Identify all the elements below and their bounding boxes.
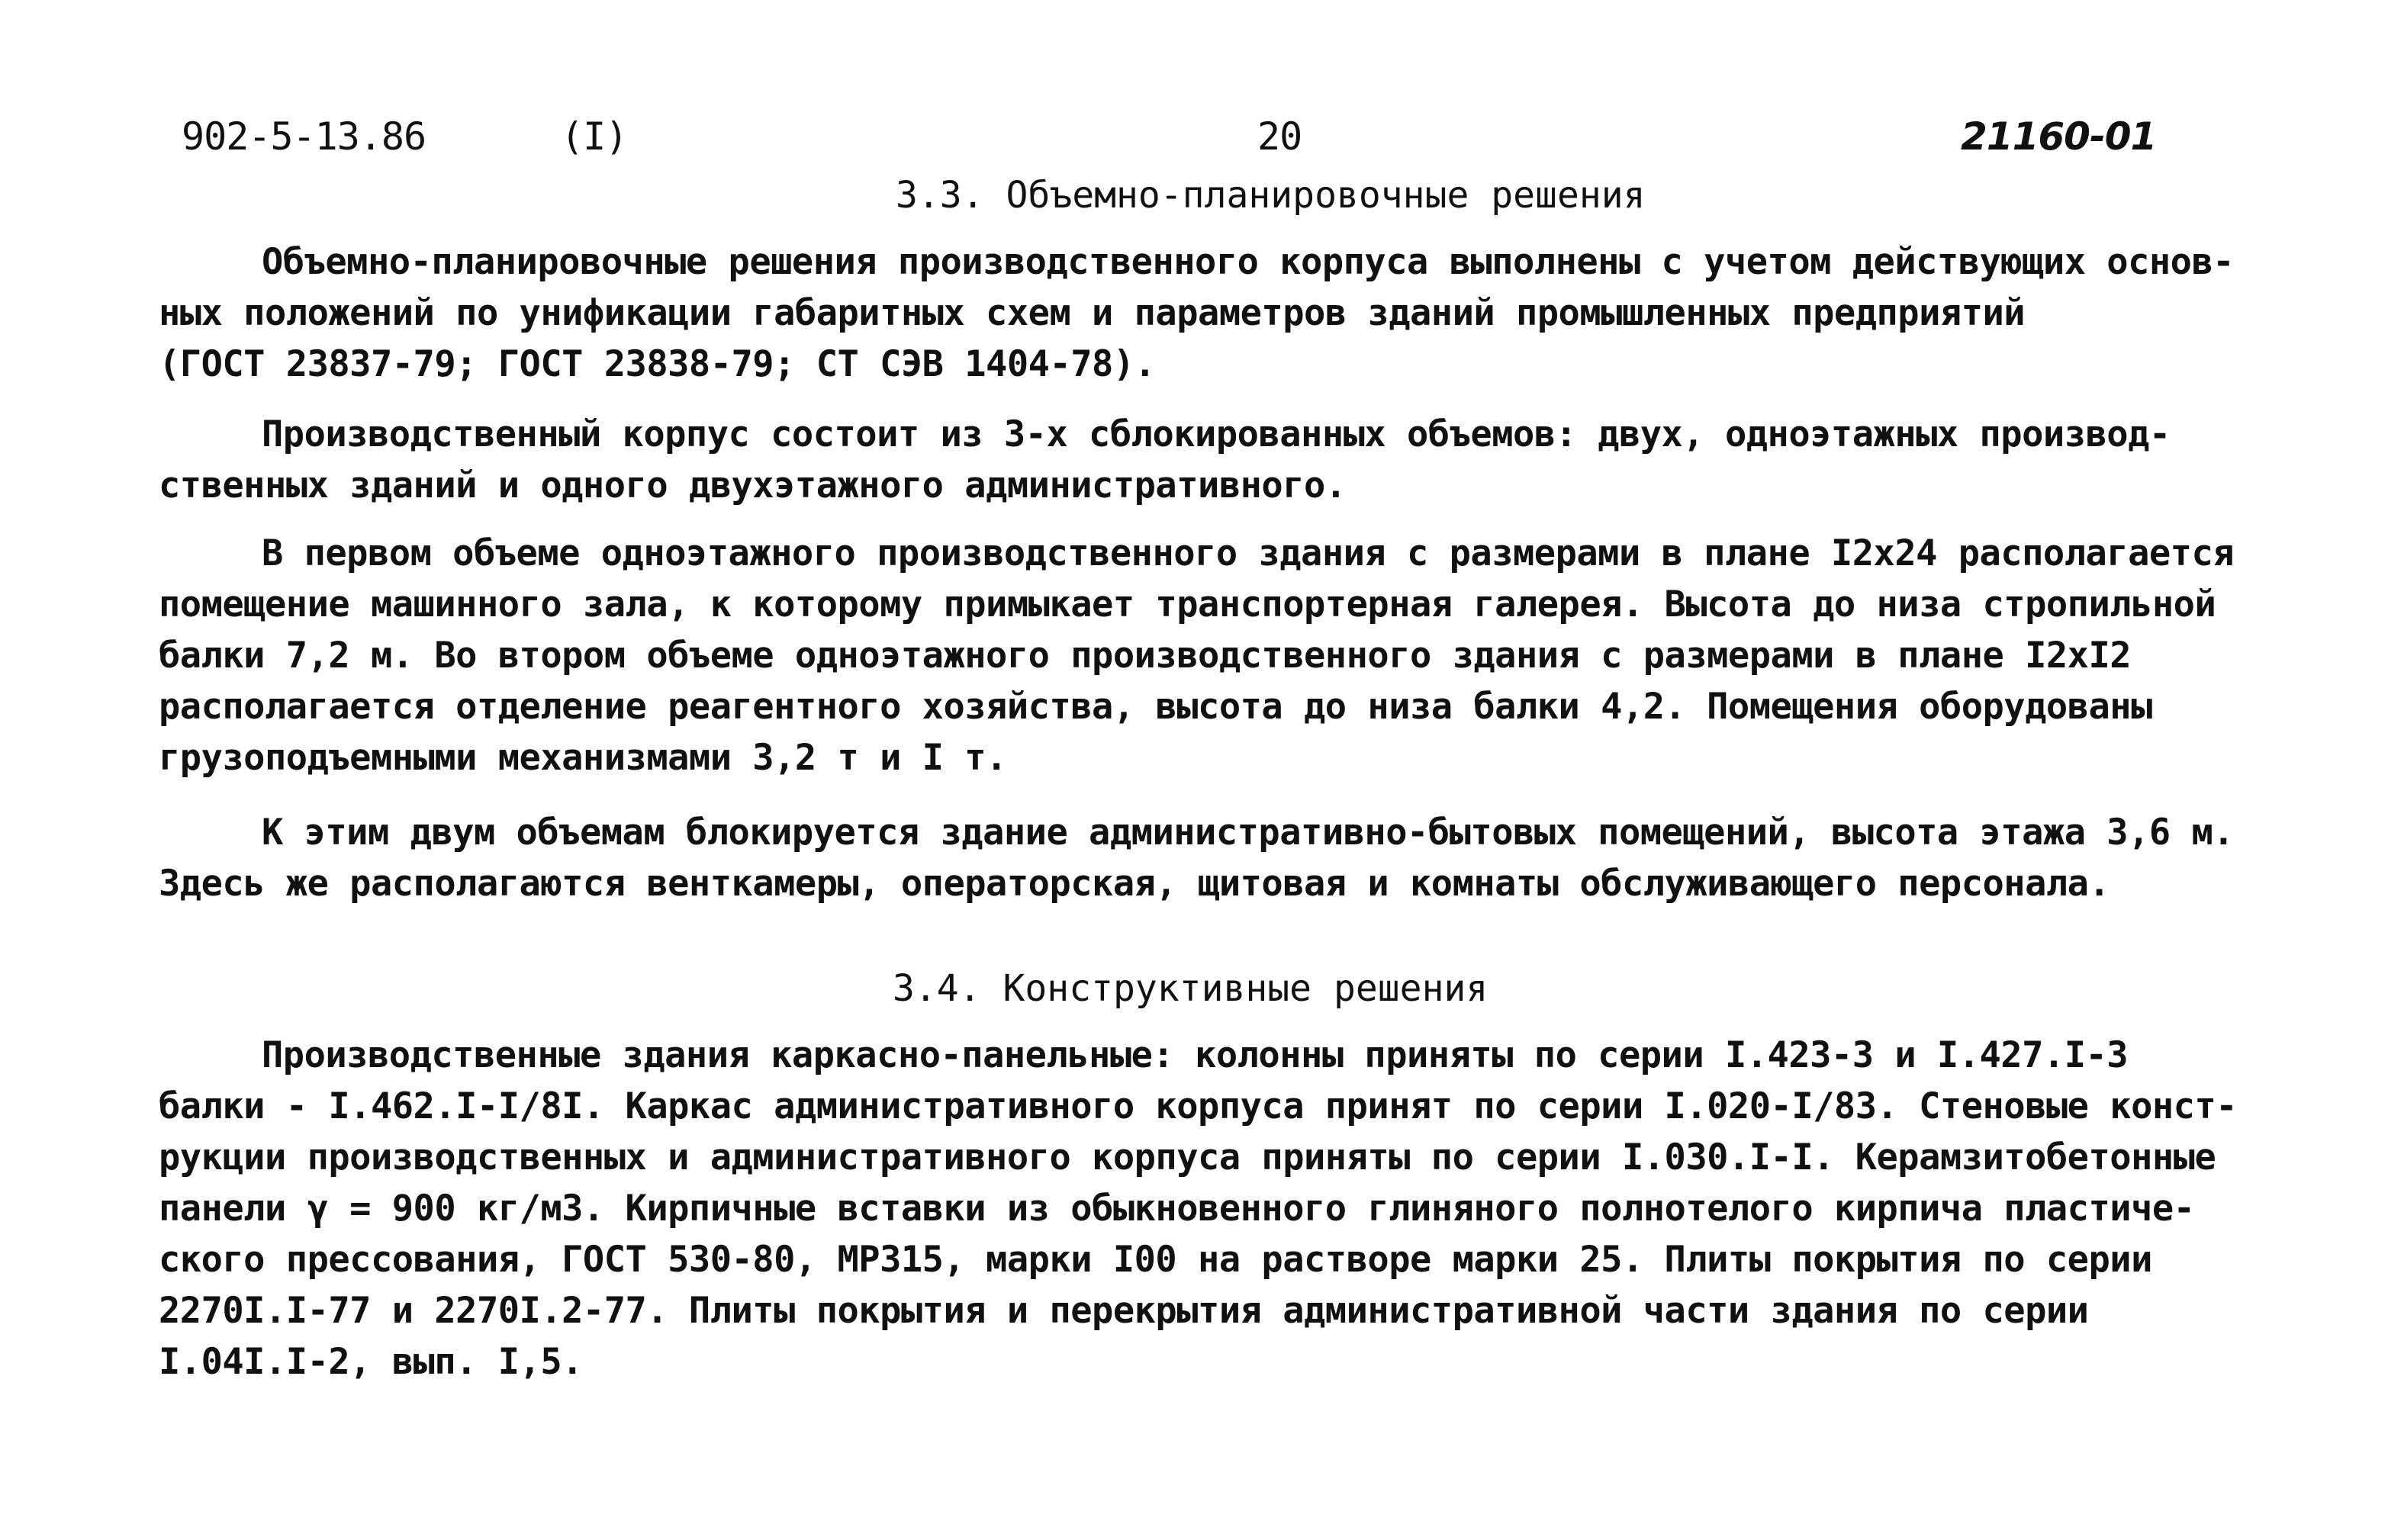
- text-line: располагается отделение реагентного хозяйства, высота до низа балки 4,2. Помещения оборудованы: [159, 686, 2152, 728]
- paragraph-volumes: [159, 409, 2234, 511]
- text-line: I.04I.I-2, вып. I,5.: [159, 1341, 583, 1383]
- section-heading-3-3: 3.3. Объемно-планировочные решения: [896, 174, 1646, 217]
- doc-code: 902-5-13.86: [182, 114, 426, 159]
- text-line: рукции производственных и административного корпуса приняты по серии I.030.I-I. Керамзитобетонные: [159, 1137, 2216, 1178]
- section-heading-3-4: 3.4. Конструктивные решения: [893, 967, 1488, 1010]
- paragraph-admin-building: [159, 807, 2234, 909]
- text-line: Объемно-планировочные решения производственного корпуса выполнены с учетом действующих основ-: [262, 241, 2235, 283]
- text-line: (ГОСТ 23837-79; ГОСТ 23838-79; СТ СЭВ 1404-78).: [159, 343, 1156, 385]
- paragraph-unification: [159, 236, 2234, 390]
- inventory-number: 21160-01: [1961, 114, 2157, 159]
- text-line: панели γ = 900 кг/м3. Кирпичные вставки из обыкновенного глиняного полнотелого кирпича пластиче-: [159, 1188, 2195, 1230]
- text-line: Производственный корпус состоит из 3-х сблокированных объемов: двух, одноэтажных производ-: [262, 413, 2171, 455]
- text-line: ственных зданий и одного двухэтажного административного.: [159, 465, 1347, 506]
- text-line: помещение машинного зала, к которому примыкает транспортерная галерея. Высота до низа стропильной: [159, 584, 2216, 625]
- text-line: Здесь же располагаются венткамеры, операторская, щитовая и комнаты обслуживающего персонала.: [159, 863, 2110, 905]
- text-line: К этим двум объемам блокируется здание административно-бытовых помещений, высота этажа 3,6 м.: [262, 812, 2235, 854]
- doc-part: (I): [561, 114, 628, 159]
- text-line: балки 7,2 м. Во втором объеме одноэтажного производственного здания с размерами в плане I2xI2: [159, 635, 2132, 677]
- text-line: В первом объеме одноэтажного производственного здания с размерами в плане I2x24 располагается: [262, 532, 2235, 574]
- text-line: ского прессования, ГОСТ 530-80, МРЗ15, марки I00 на растворе марки 25. Плиты покрытия по серии: [159, 1239, 2152, 1281]
- page-number: 20: [1257, 114, 1302, 159]
- text-line: ных положений по унификации габаритных схем и параметров зданий промышленных предприятий: [159, 292, 2026, 334]
- paragraph-structural: [159, 1030, 2238, 1387]
- paragraph-first-volume: [159, 528, 2234, 783]
- text-line: балки - I.462.I-I/8I. Каркас административного корпуса принят по серии I.020-I/83. Стеновые конст-: [159, 1085, 2238, 1127]
- text-line: грузоподъемными механизмами 3,2 т и I т.: [159, 737, 1007, 779]
- text-line: 2270I.I-77 и 2270I.2-77. Плиты покрытия и перекрытия административной части здания по серии: [159, 1290, 2089, 1332]
- text-line: Производственные здания каркасно-панельные: колонны приняты по серии I.423-3 и I.427.I-3: [262, 1034, 2129, 1076]
